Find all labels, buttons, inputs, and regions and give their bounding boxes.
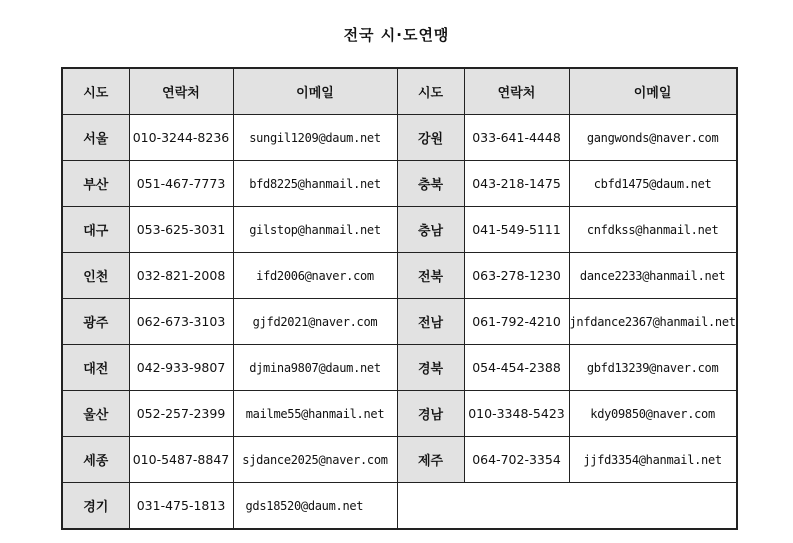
region-cell: 대구 xyxy=(62,207,129,253)
email-cell[interactable]: ifd2006@naver.com xyxy=(233,253,397,299)
region-cell: 대전 xyxy=(62,345,129,391)
phone-cell: 042-933-9807 xyxy=(129,345,233,391)
table-row xyxy=(62,391,737,437)
email-cell[interactable]: djmina9807@daum.net xyxy=(233,345,397,391)
header-email: 이메일 xyxy=(569,68,737,115)
phone-cell: 031-475-1813 xyxy=(129,483,233,530)
phone-cell: 010-3348-5423 xyxy=(464,391,569,437)
header-contact: 연락처 xyxy=(464,68,569,115)
table-row xyxy=(62,253,737,299)
region-cell: 경남 xyxy=(397,391,464,437)
phone-cell: 063-278-1230 xyxy=(464,253,569,299)
region-cell: 전북 xyxy=(397,253,464,299)
header-region: 시도 xyxy=(397,68,464,115)
email-cell[interactable]: gjfd2021@naver.com xyxy=(233,299,397,345)
phone-cell: 041-549-5111 xyxy=(464,207,569,253)
table-row xyxy=(62,207,737,253)
phone-cell: 033-641-4448 xyxy=(464,115,569,161)
phone-cell: 052-257-2399 xyxy=(129,391,233,437)
table-row xyxy=(62,115,737,161)
phone-cell: 062-673-3103 xyxy=(129,299,233,345)
email-cell[interactable]: gangwonds@naver.com xyxy=(569,115,737,161)
region-cell: 경기 xyxy=(62,483,129,530)
phone-cell: 043-218-1475 xyxy=(464,161,569,207)
region-cell: 강원 xyxy=(397,115,464,161)
empty-cell xyxy=(397,483,737,530)
email-cell[interactable]: gds18520@daum.net xyxy=(233,483,397,530)
table-row xyxy=(62,345,737,391)
phone-cell: 010-3244-8236 xyxy=(129,115,233,161)
phone-cell: 032-821-2008 xyxy=(129,253,233,299)
email-cell[interactable]: mailme55@hanmail.net xyxy=(233,391,397,437)
region-cell: 제주 xyxy=(397,437,464,483)
email-cell[interactable]: cnfdkss@hanmail.net xyxy=(569,207,737,253)
email-cell[interactable]: dance2233@hanmail.net xyxy=(569,253,737,299)
region-cell: 전남 xyxy=(397,299,464,345)
table-row xyxy=(62,161,737,207)
region-cell: 충남 xyxy=(397,207,464,253)
phone-cell: 064-702-3354 xyxy=(464,437,569,483)
email-cell[interactable]: sjdance2025@naver.com xyxy=(233,437,397,483)
table-header-row xyxy=(62,68,737,115)
contact-table xyxy=(61,67,738,530)
region-cell: 서울 xyxy=(62,115,129,161)
region-cell: 부산 xyxy=(62,161,129,207)
email-cell[interactable]: kdy09850@naver.com xyxy=(569,391,737,437)
region-cell: 충북 xyxy=(397,161,464,207)
region-cell: 광주 xyxy=(62,299,129,345)
email-cell[interactable]: jnfdance2367@hanmail.net xyxy=(569,299,737,345)
phone-cell: 053-625-3031 xyxy=(129,207,233,253)
email-cell[interactable]: sungil1209@daum.net xyxy=(233,115,397,161)
page-title: 전국 시·도연맹 xyxy=(343,26,450,44)
phone-cell: 061-792-4210 xyxy=(464,299,569,345)
table-row xyxy=(62,483,737,530)
email-cell[interactable]: cbfd1475@daum.net xyxy=(569,161,737,207)
header-contact: 연락처 xyxy=(129,68,233,115)
region-cell: 울산 xyxy=(62,391,129,437)
region-cell: 인천 xyxy=(62,253,129,299)
region-cell: 세종 xyxy=(62,437,129,483)
header-region: 시도 xyxy=(62,68,129,115)
header-email: 이메일 xyxy=(233,68,397,115)
table-row xyxy=(62,437,737,483)
email-cell[interactable]: jjfd3354@hanmail.net xyxy=(569,437,737,483)
email-cell[interactable]: gbfd13239@naver.com xyxy=(569,345,737,391)
phone-cell: 054-454-2388 xyxy=(464,345,569,391)
table-row xyxy=(62,299,737,345)
email-cell[interactable]: bfd8225@hanmail.net xyxy=(233,161,397,207)
phone-cell: 010-5487-8847 xyxy=(129,437,233,483)
phone-cell: 051-467-7773 xyxy=(129,161,233,207)
email-cell[interactable]: gilstop@hanmail.net xyxy=(233,207,397,253)
region-cell: 경북 xyxy=(397,345,464,391)
